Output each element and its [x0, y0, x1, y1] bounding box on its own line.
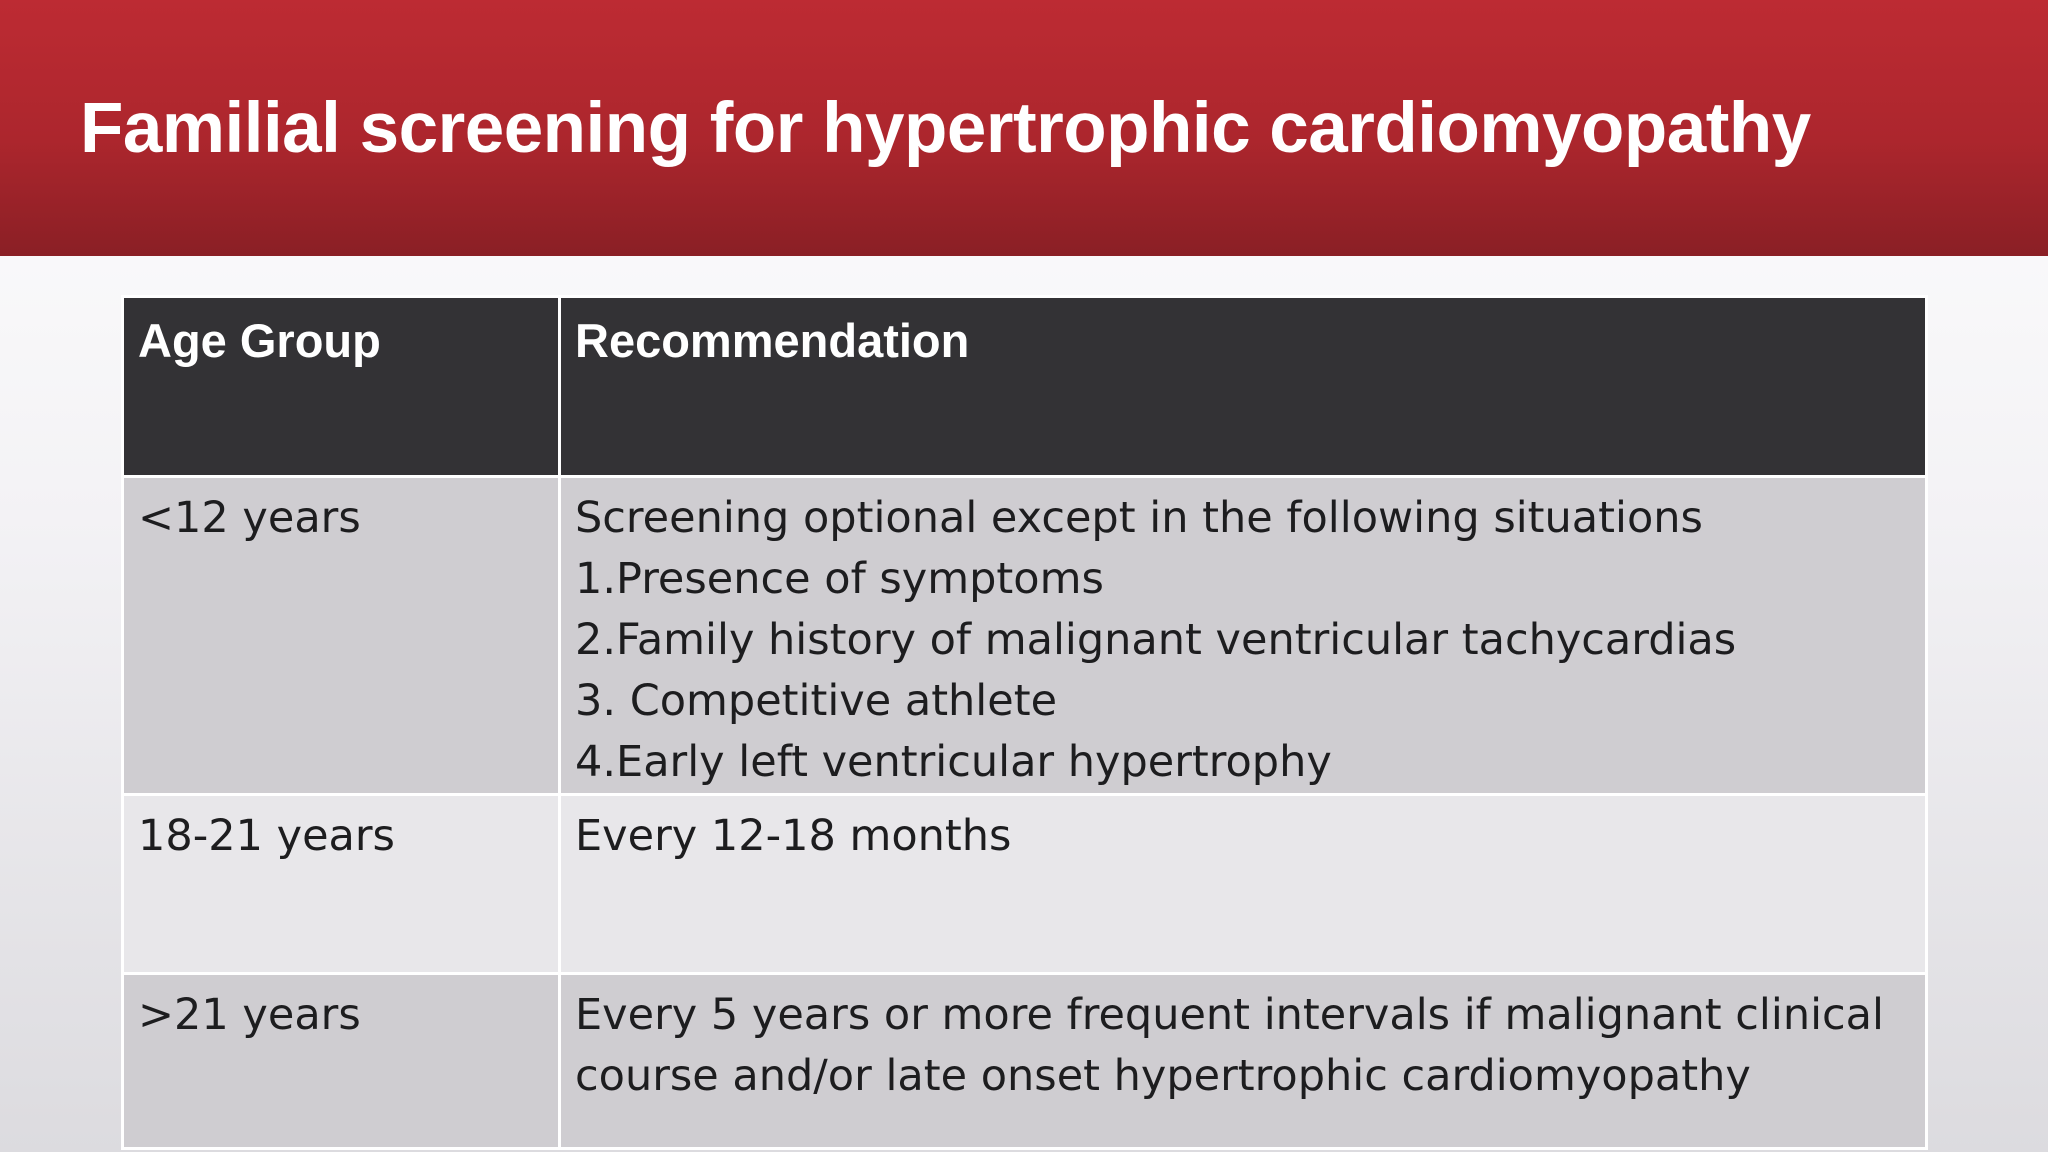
- title-bar: [0, 0, 2048, 256]
- recommendation-line: 3. Competitive athlete: [575, 676, 1058, 726]
- recommendation-line: Screening optional except in the following situations: [575, 493, 1703, 543]
- recommendation-line: Every 5 years or more frequent intervals if malignant clinical: [575, 990, 1884, 1040]
- recommendation-cell: [560, 974, 1927, 1149]
- recommendation-line: 2.Family history of malignant ventricular tachycardias: [575, 615, 1737, 665]
- age-cell: 18-21 years: [123, 795, 560, 974]
- recommendation-line: course and/or late onset hypertrophic cardiomyopathy: [575, 1051, 1751, 1101]
- recommendation-cell: [560, 795, 1927, 974]
- recommendation-line: 4.Early left ventricular hypertrophy: [575, 737, 1332, 787]
- age-cell: >21 years: [123, 974, 560, 1149]
- slide-title: Familial screening for hypertrophic cardiomyopathy: [80, 89, 1811, 168]
- header-recommendation: Recommendation: [560, 297, 1927, 477]
- table-row: [123, 974, 1927, 1149]
- screening-table: [121, 295, 1928, 1150]
- table-row: [123, 795, 1927, 974]
- age-cell: <12 years: [123, 477, 560, 795]
- table-header-row: [123, 297, 1927, 477]
- recommendation-line: 1.Presence of symptoms: [575, 554, 1104, 604]
- recommendation-line: Every 12-18 months: [575, 811, 1012, 861]
- table-row: [123, 477, 1927, 795]
- recommendation-cell: [560, 477, 1927, 795]
- header-age-group: Age Group: [123, 297, 560, 477]
